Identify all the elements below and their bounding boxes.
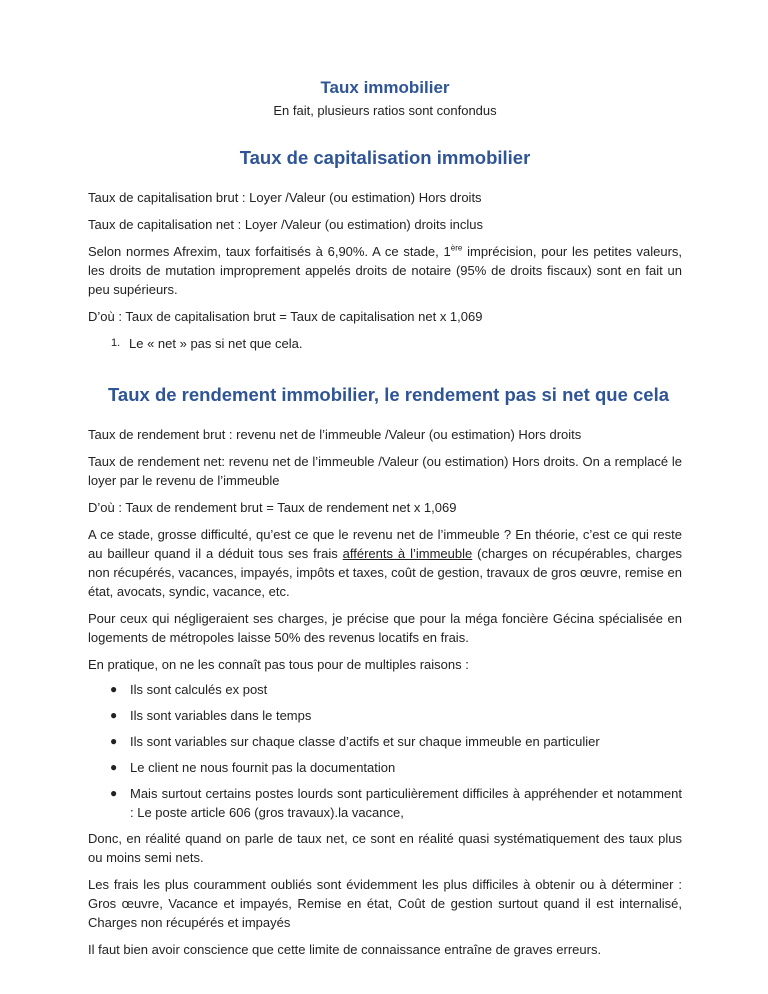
bullet-list (88, 680, 682, 822)
document-page (88, 76, 682, 959)
list-item-text: Mais surtout certains postes lourds sont particulièrement difficiles à appréhender et notamment : Le poste article 606 (gros travaux).la vacance, (130, 786, 682, 820)
list-item (88, 758, 682, 777)
document-subtitle: En fait, plusieurs ratios sont confondus (273, 103, 497, 118)
section2-body (88, 425, 682, 959)
paragraph: Taux de rendement net: revenu net de l’immeuble /Valeur (ou estimation) Hors droits. On a remplacé le loyer par le revenu de l’immeuble (88, 454, 682, 488)
section1-body (88, 188, 682, 353)
paragraph (88, 242, 682, 299)
list-item (88, 784, 682, 822)
list-item (88, 680, 682, 699)
list-item (88, 732, 682, 751)
list-item-text: Ils sont calculés ex post (130, 682, 268, 697)
section2-heading: Taux de rendement immobilier, le rendement pas si net que cela (108, 384, 669, 405)
paragraph: Les frais les plus couramment oubliés sont évidemment les plus difficiles à obtenir ou à déterminer : Gros œuvre, Vacance et impayés, Remise en état, Coût de gestion surtout quand il est internalisé, Charges non récupérés et impayés (88, 877, 682, 930)
list-item-text: Le client ne nous fournit pas la documentation (130, 760, 396, 775)
list-item-text: Ils sont variables sur chaque classe d’actifs et sur chaque immeuble en particulier (130, 734, 600, 749)
paragraph: D’où : Taux de capitalisation brut = Taux de capitalisation net x 1,069 (88, 309, 483, 324)
paragraph: D’où : Taux de rendement brut = Taux de rendement net x 1,069 (88, 500, 457, 515)
paragraph (88, 525, 682, 601)
list-item-text: Le « net » pas si net que cela. (129, 336, 303, 351)
text-run: (charges on récupérables, charges non récupérés, vacances, impayés, impôts et taxes, coût de gestion, travaux de gros œuvre, remise en état, avocats, syndic, vacance, etc. (88, 546, 682, 599)
paragraph: Il faut bien avoir conscience que cette limite de connaissance entraîne de graves erreurs. (88, 942, 602, 957)
list-number: 1. (111, 337, 121, 349)
superscript: ère (450, 243, 463, 253)
paragraph: Pour ceux qui négligeraient ses charges, je précise que pour la méga foncière Gécina spécialisée en logements de métropoles laisse 50% des revenus locatifs en frais. (88, 611, 682, 645)
document-title: Taux immobilier (320, 78, 450, 97)
bullet-icon: ● (110, 734, 118, 748)
paragraph: Taux de capitalisation brut : Loyer /Valeur (ou estimation) Hors droits (88, 190, 482, 205)
paragraph: Donc, en réalité quand on parle de taux net, ce sont en réalité quasi systématiquement des taux plus ou moins semi nets. (88, 831, 682, 865)
bullet-icon: ● (110, 760, 118, 774)
section1-heading: Taux de capitalisation immobilier (239, 147, 531, 168)
text-run: A ce stade, grosse difficulté, qu’est ce que le revenu net de l’immeuble ? En théorie, c’est ce qui reste au bailleur quand il a déduit tous ses frais (88, 527, 682, 561)
paragraph: En pratique, on ne les connaît pas tous pour de multiples raisons : (88, 657, 469, 672)
underlined-text: afférents à l’immeuble (342, 546, 473, 561)
text-run: Selon normes Afrexim, taux forfaitisés à 6,90%. A ce stade, 1 (88, 244, 451, 259)
bullet-icon: ● (110, 786, 118, 800)
bullet-icon: ● (110, 682, 118, 696)
numbered-list-item (111, 334, 682, 353)
list-item-text: Ils sont variables dans le temps (130, 708, 312, 723)
list-item (88, 706, 682, 725)
paragraph: Taux de rendement brut : revenu net de l’immeuble /Valeur (ou estimation) Hors droits (88, 427, 582, 442)
bullet-icon: ● (110, 708, 118, 722)
text-run: imprécision, pour les petites valeurs, les droits de mutation improprement appelés droits de notaire (95% de droits fiscaux) sont en fait un peu supérieurs. (88, 244, 683, 297)
paragraph: Taux de capitalisation net : Loyer /Valeur (ou estimation) droits inclus (88, 217, 484, 232)
